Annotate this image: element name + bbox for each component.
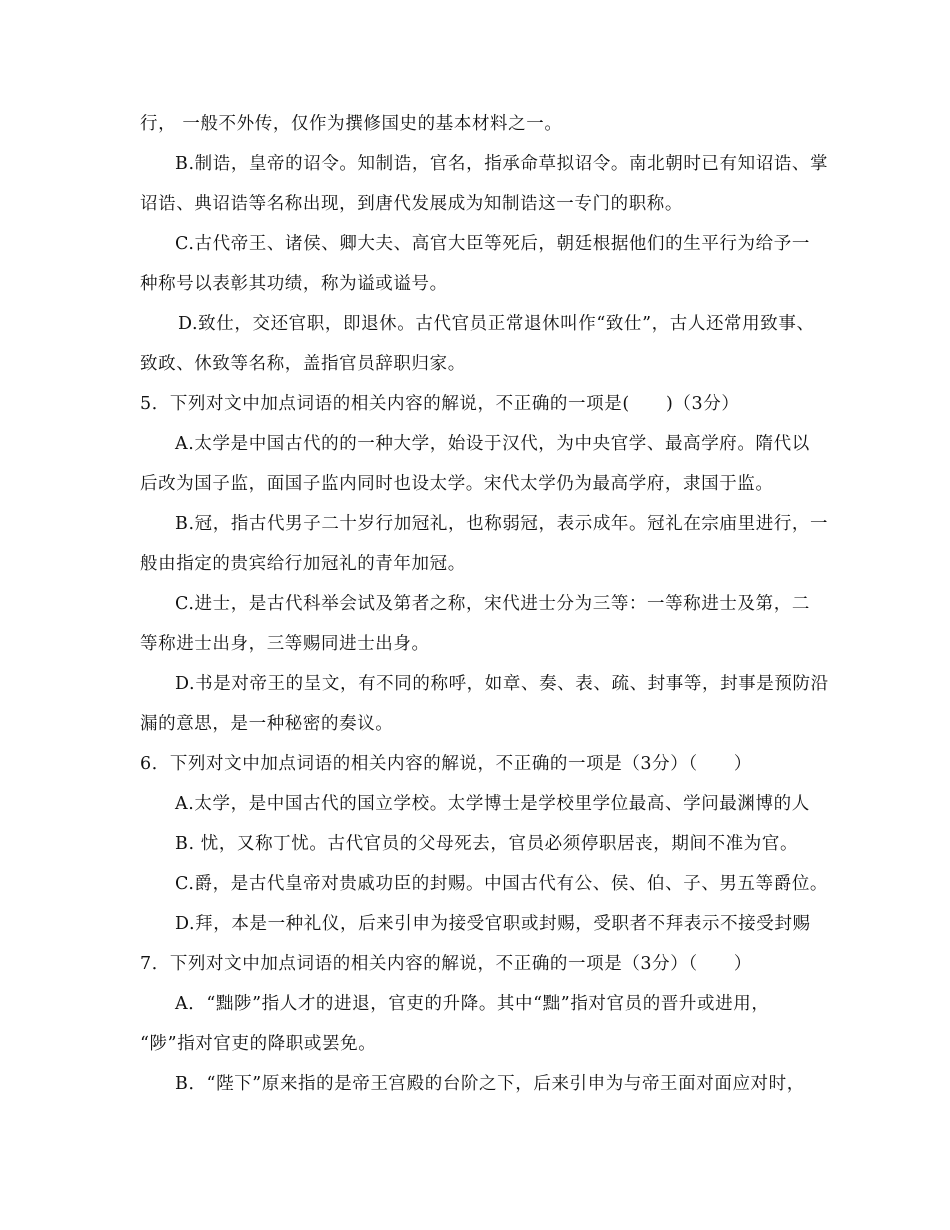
option-a-line: A.太学，是中国古代的国立学校。太学博士是学校里学位最高、学问最渊博的人 <box>175 794 810 814</box>
question-6: 6．下列对文中加点词语的相关内容的解说，不正确的一项是（3分）（ ） <box>140 754 753 774</box>
text-line: “陟”指对官吏的降职或罢免。 <box>140 1034 377 1054</box>
option-b-line: B. 忧，又称丁忧。古代官员的父母死去，官员必须停职居丧，期间不准为官。 <box>175 834 799 854</box>
text-line: 诏诰、典诏诰等名称出现，到唐代发展成为知制诰这一专门的职称。 <box>140 194 683 214</box>
option-c-line: C.爵，是古代皇帝对贵戚功臣的封赐。中国古代有公、侯、伯、子、男五等爵位。 <box>175 874 829 894</box>
option-b-line: B.制诰，皇帝的诏令。知制诰，官名，指承命草拟诏令。南北朝时已有知诏诰、掌 <box>175 154 829 174</box>
text-line: 种称号以表彰其功绩，称为谥或谥号。 <box>140 274 448 294</box>
option-a-line: A．“黜陟”指人才的进退，官吏的升降。其中“黜”指对官员的晋升或进用， <box>175 994 770 1014</box>
option-d-line: D.致仕，交还官职，即退休。古代官员正常退休叫作“致仕”，古人还常用致事、 <box>178 314 815 334</box>
text-line: 后改为国子监，面国子监内同时也设太学。宋代太学仍为最高学府，隶国于监。 <box>140 474 774 494</box>
option-c-line: C.进士，是古代科举会试及第者之称，宋代进士分为三等：一等称进士及第，二 <box>175 594 810 614</box>
option-b-line: B．“陛下”原来指的是帝王宫殿的台阶之下，后来引申为与帝王面对面应对时， <box>175 1074 805 1094</box>
text-line: 漏的意思，是一种秘密的奏议。 <box>140 714 394 734</box>
text-line: 行， 一般不外传，仅作为撰修国史的基本材料之一。 <box>140 114 563 134</box>
option-b-line: B.冠，指古代男子二十岁行加冠礼，也称弱冠，表示成年。冠礼在宗庙里进行，一 <box>175 514 829 534</box>
question-5: 5．下列对文中加点词语的相关内容的解说，不正确的一项是( )（3分） <box>140 394 740 414</box>
option-d-line: D.拜，本是一种礼仪，后来引申为接受官职或封赐，受职者不拜表示不接受封赐 <box>175 914 811 934</box>
text-line: 般由指定的贵宾给行加冠礼的青年加冠。 <box>140 554 466 574</box>
text-line: 致政、休致等名称，盖指官员辞职归家。 <box>140 354 466 374</box>
option-c-line: C.古代帝王、诸侯、卿大夫、高官大臣等死后，朝廷根据他们的生平行为给予一 <box>175 234 810 254</box>
option-a-line: A.太学是中国古代的的一种大学，始设于汉代，为中央官学、最高学府。隋代以 <box>175 434 810 454</box>
question-7: 7．下列对文中加点词语的相关内容的解说，不正确的一项是（3分）（ ） <box>140 954 753 974</box>
text-line: 等称进士出身，三等赐同进士出身。 <box>140 634 430 654</box>
option-d-line: D.书是对帝王的呈文，有不同的称呼，如章、奏、表、疏、封事等，封事是预防沿 <box>175 674 829 694</box>
